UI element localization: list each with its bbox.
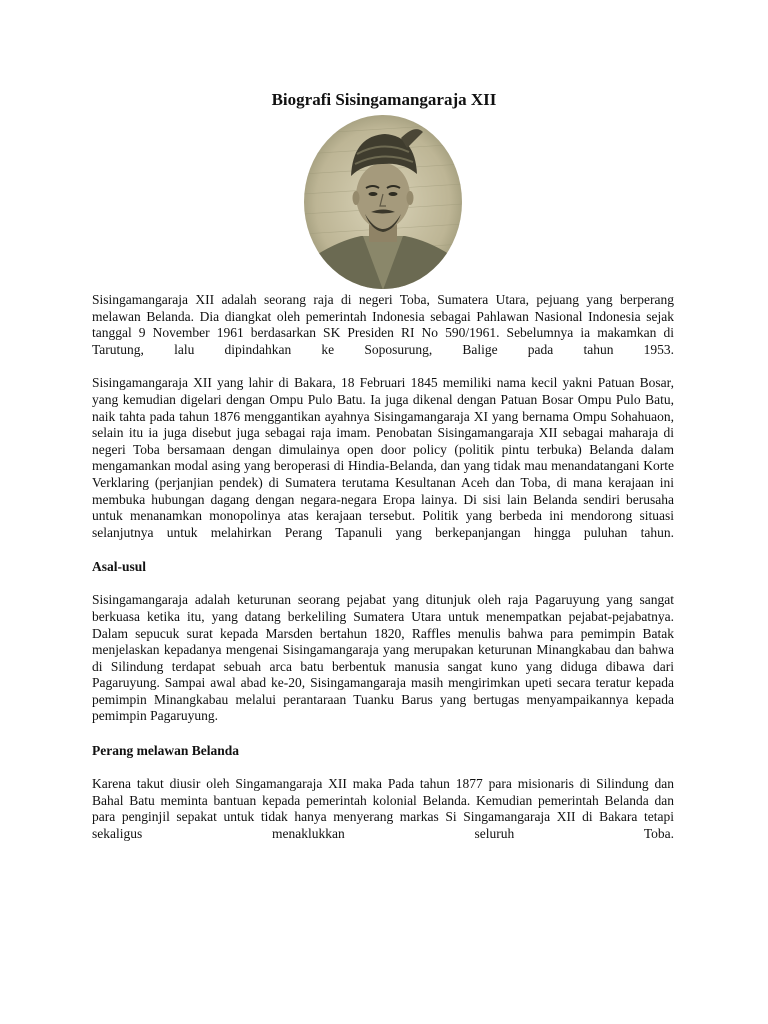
paragraph-birth: Sisingamangaraja XII yang lahir di Bakara, 18 Februari 1845 memiliki nama kecil yakni Patuan Bosar, yang kemudian digelari dengan Ompu Pulo Batu. Ia juga dikenal dengan Patuan Bosar Ompu Pulo Batu, naik tahta pada tahun 1876 menggantikan ayahnya Sisingamangaraja XI yang bernama Ompu Sohahuaon, selain itu ia juga disebut juga sebagai raja imam. Penobatan Sisingamangaraja XII sebagai maharaja di negeri Toba bersamaan dengan dimulainya open door policy (politik pintu terbuka) Belanda dalam mengamankan modal asing yang beroperasi di Hindia-Belanda, dan yang tidak mau menandatangani Korte Verklaring (perjanjian pendek) di Sumatera terutama Kesultanan Aceh dan Toba, di mana kerajaan ini membuka hubungan dagang dengan negara-negara Eropa lainya. Di sisi lain Belanda sendiri berusaha untuk menanamkan monopolinya atas kerajaan tersebut. Politik yang berbeda ini mendorong situasi selanjutnya untuk melahirkan Perang Tapanuli yang berkepanjangan hingga puluhan tahun. — [92, 375, 674, 540]
portrait-engraving-icon — [303, 114, 463, 290]
paragraph-origin: Sisingamangaraja adalah keturunan seorang pejabat yang ditunjuk oleh raja Pagaruyung yang sangat berkuasa ketika itu, yang datang berkeliling Sumatera Utara untuk menempatkan pejabat-pejabatnya. Dalam sepucuk surat kepada Marsden bertahun 1820, Raffles menulis bahwa para pemimpin Batak menjelaskan kepadanya mengenai Sisingamangaraja yang merupakan keturunan Minangkabau dan bahwa di Silindung terdapat sebuah arca batu berbentuk manusia sangat kuno yang diduga dibawa dari Pagaruyung. Sampai awal abad ke-20, Sisingamangaraja masih mengirimkan upeti secara teratur kepada pemimpin Minangkabau melalui perantaraan Tuanku Barus yang bertugas menyampaikannya kepada pemimpin Pagaruyung. — [92, 592, 674, 724]
document-body — [92, 292, 674, 842]
paragraph-intro: Sisingamangaraja XII adalah seorang raja di negeri Toba, Sumatera Utara, pejuang yang berperang melawan Belanda. Dia diangkat oleh pemerintah Indonesia sebagai Pahlawan Nasional Indonesia sejak tanggal 9 November 1961 berdasarkan SK Presiden RI No 590/1961. Sebelumnya ia makamkan di Tarutung, lalu dipindahkan ke Soposurung, Balige pada tahun 1953. — [92, 292, 674, 357]
section-heading-asal-usul: Asal-usul — [92, 559, 147, 575]
paragraph-war: Karena takut diusir oleh Singamangaraja XII maka Pada tahun 1877 para misionaris di Silindung dan Bahal Batu meminta bantuan kepada pemerintah kolonial Belanda. Kemudian pemerintah Belanda dan para penginjil sepakat untuk tidak hanya menyerang markas Si Singamangaraja XII di Bakara tetapi sekaligus menaklukkan seluruh Toba. — [92, 776, 674, 841]
document-title: Biografi Sisingamangaraja XII — [271, 90, 497, 109]
section-heading-perang: Perang melawan Belanda — [92, 743, 239, 759]
